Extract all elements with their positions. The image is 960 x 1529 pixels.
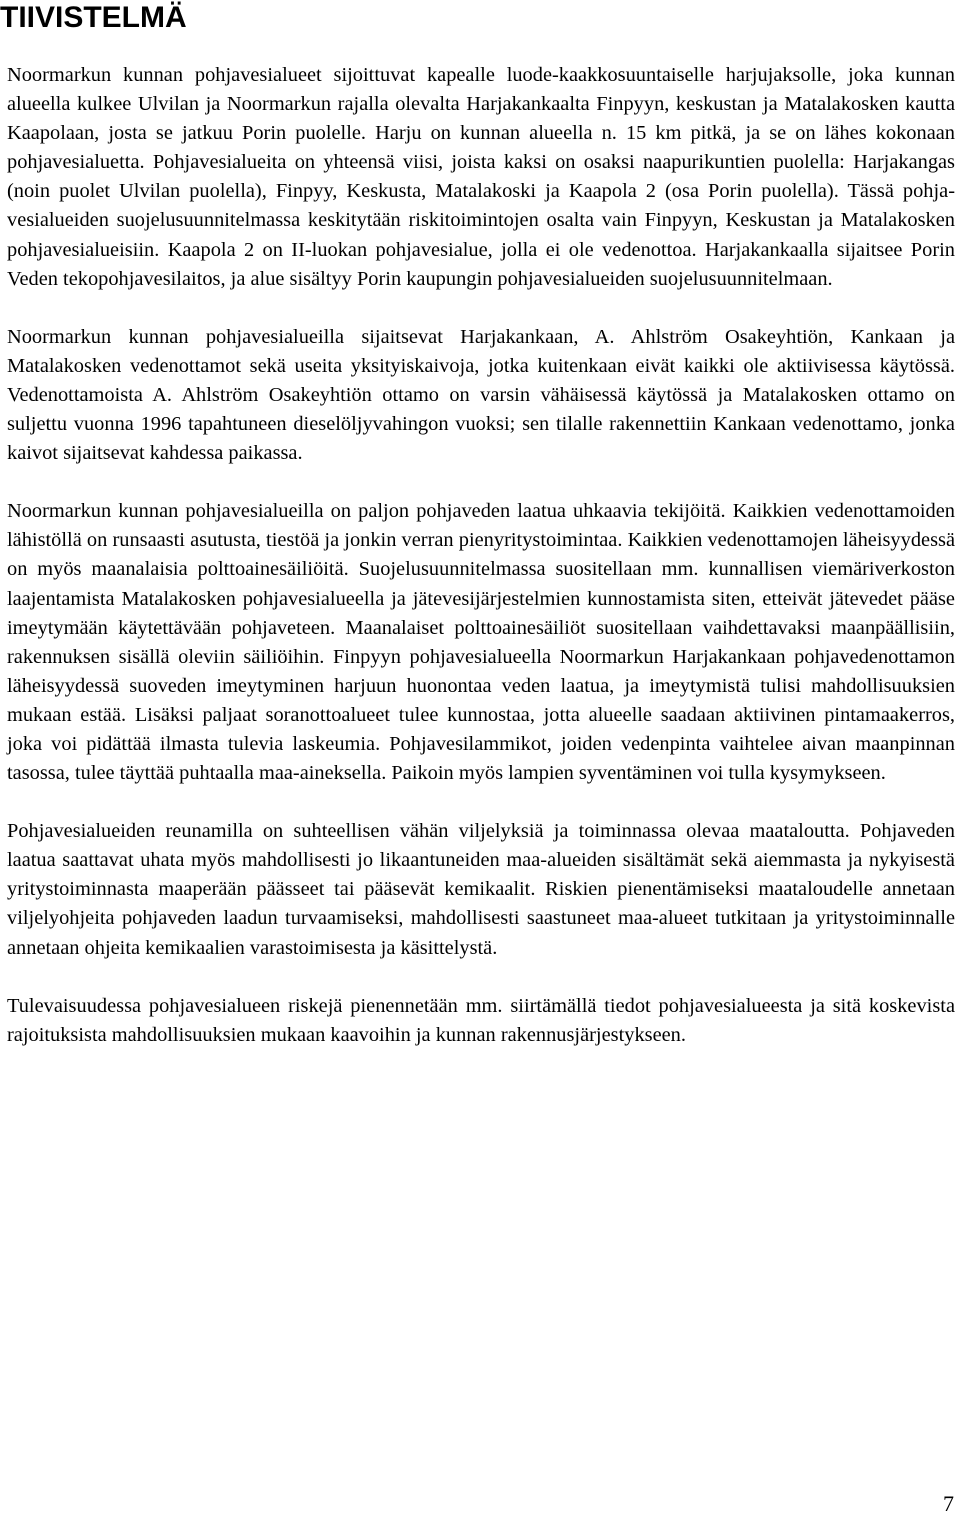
paragraph-1: Noormarkun kunnan pohjavesialueet sijoittuvat kapealle luode-kaakkosuuntaiselle harjujaksolle, joka kunnan alueella kulkee Ulvilan ja Noormarkun rajalla olevalta Harjakankaalta Finpyyn, keskustan ja Matalakosken kautta Kaapolaan, josta se jatkuu Porin puolelle. Harju on kunnan alueella n. 15 km pitkä, ja se on lähes kokonaan pohjavesialuetta. Pohjavesialueita on yhteensä viisi, joista kaksi on osaksi naapurikuntien puolella: Harjakangas (noin puolet Ulvilan puolella), Finpyy, Keskusta, Matalakoski ja Kaapola 2 (osa Porin puolella). Tässä pohjavesialueiden suojelusuunnitelmassa keskitytään riskitoimintojen osalta vain Finpyyn, Keskustan ja Matalakosken pohjavesialueisiin. Kaapola 2 on II-luokan pohjavesialue, jolla ei ole vedenottoa. Harjakankaalla sijaitsee Porin Veden tekopohjavesilaitos, ja alue sisältyy Porin kaupungin pohjavesialueiden suojelusuunnitelmaan. xyxy=(7,64,955,290)
paragraph-2: Noormarkun kunnan pohjavesialueilla sijaitsevat Harjakankaan, A. Ahlström Osakeyhtiön, Kankaan ja Matalakosken vedenottamot sekä useita yksityiskaivoja, jotka kuitenkaan eivät kaikki ole aktiivisessa käytössä. Vedenottamoista A. Ahlström Osakeyhtiön ottamo on varsin vähäisessä käytössä ja Matalakosken ottamo on suljettu vuonna 1996 tapahtuneen dieselöljyvahingon vuoksi; sen tilalle rakennettiin Kankaan vedenottamo, jonka kaivot sijaitsevat kahdessa paikassa. xyxy=(7,325,955,465)
paragraph-3: Noormarkun kunnan pohjavesialueilla on paljon pohjaveden laatua uhkaavia tekijöitä. Kaikkien vedenottamoiden lähistöllä on runsaasti asutusta, tiestöä ja jonkin verran pienyritystoimintaa. Kaikkien vedenottamojen läheisyydessä on myös maanalaisia polttoainesäiliöitä. Suojelusuunnitelmassa suositellaan mm. kunnallisen viemäriverkoston laajentamista Matalakosken pohjavesialueella ja jätevesijärjestelmien kunnostamista siten, etteivät jätevedet pääse imeytymään käytettävään pohjaveteen. Maanalaiset polttoainesäiliöt suositellaan vaihdettavaksi maanpäällisiin, rakennuksen sisällä oleviin säiliöihin. Finpyyn pohjavesialueella Noormarkun Harjakankaan pohjavedenottamon läheisyydessä suoveden imeytyminen harjuun huonontaa veden laatua, ja imeytymistä tulisi mahdollisuuksien mukaan estää. Lisäksi paljaat soranottoalueet tulee kunnostaa, jotta alueelle saadaan aktiivinen pintamaakerros, joka voi pidättää ilmasta tulevia laskeumia. Pohjavesilammikot, joiden vedenpinta vaihtelee aivan maanpinnan tasossa, tulee täyttää puhtaalla maa-aineksella. Paikoin myös lampien syventäminen voi tulla kysymykseen. xyxy=(7,500,955,785)
paragraph-5: Tulevaisuudessa pohjavesialueen riskejä pienennetään mm. siirtämällä tiedot pohjavesialueesta ja sitä koskevista rajoituksista mahdollisuuksien mukaan kaavoihin ja kunnan rakennusjärjestykseen. xyxy=(7,994,955,1046)
paragraph-4: Pohjavesialueiden reunamilla on suhteellisen vähän viljelyksiä ja toiminnassa olevaa maataloutta. Pohjaveden laatua saattavat uhata myös mahdollisesti jo likaantuneiden maa-alueiden sisältämät sekä aiemmasta ja nykyisestä yritystoiminnasta maaperään päässeet tai pääsevät kemikaalit. Riskien pienentämiseksi maataloudelle annetaan viljelyohjeita pohjaveden laadun turvaamiseksi, mahdollisesti saastuneet maa-alueet tutkitaan ja yritystoiminnalle annetaan ohjeita kemikaalien varastoimisesta ja käsittelystä. xyxy=(7,820,955,959)
page-heading: TIIVISTELMÄ xyxy=(0,1,187,34)
page-number: 7 xyxy=(943,1491,954,1516)
body-text xyxy=(7,61,955,1050)
